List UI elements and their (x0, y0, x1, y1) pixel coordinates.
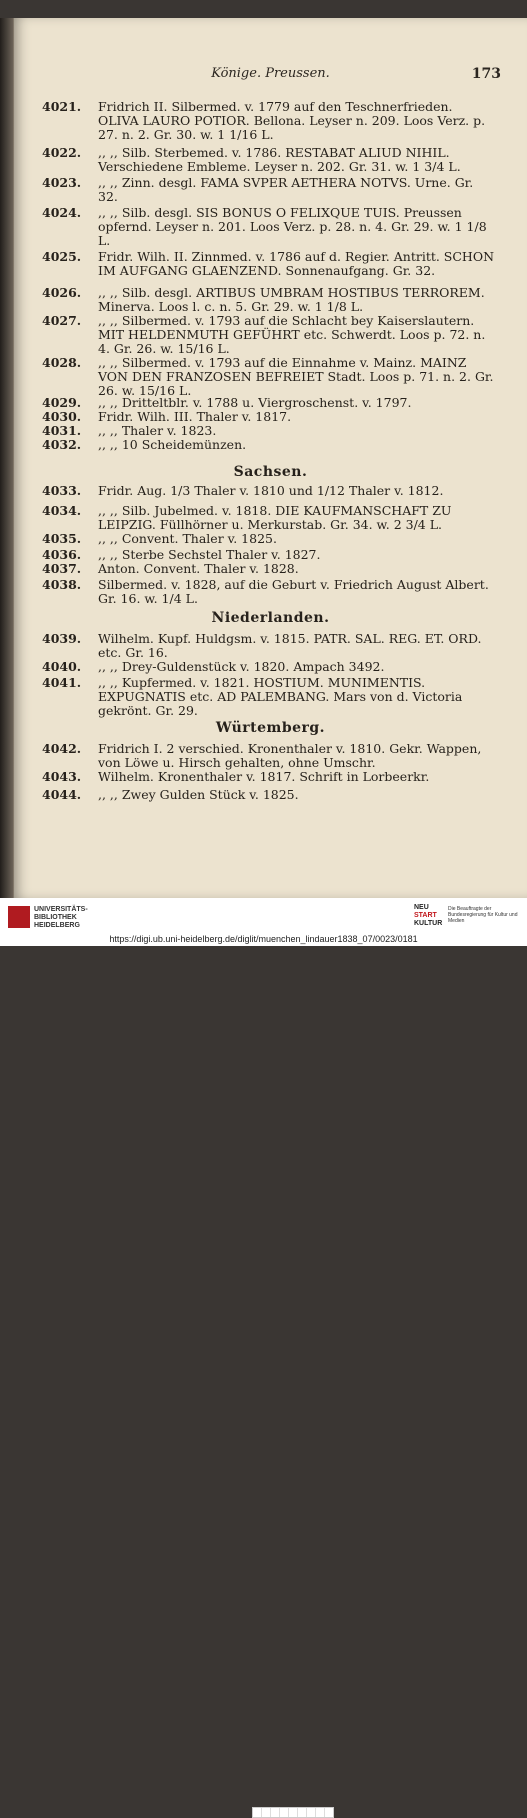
entry-text: ,, ,, Sterbe Sechstel Thaler v. 1827. (98, 547, 321, 562)
entry-text: Fridrich II. Silbermed. v. 1779 auf den Teschnerfrieden. OLIVA LAURO POTIOR. Bellona. Leyser n. 209. Loos Verz. p. 27. n. 2. Gr. 30. w. 1 1/16 L. (98, 99, 486, 142)
entry-number: 4034. (42, 503, 82, 518)
page-number: 173 (471, 66, 501, 82)
entry-text: ,, ,, Silb. Sterbemed. v. 1786. RESTABAT ALIUD NIHIL. Verschiedene Embleme. Leyser n. 202. Gr. 31. w. 1 3/4 L. (98, 145, 461, 174)
entry-text: ,, ,, Drey-Guldenstück v. 1820. Ampach 3492. (98, 659, 385, 674)
entry-text: ,, ,, Thaler v. 1823. (98, 423, 217, 438)
list-item (42, 548, 497, 562)
color-scale-ruler (252, 1807, 334, 1818)
list-item (42, 206, 497, 248)
entry-number: 4043. (42, 769, 82, 784)
entry-text: Fridr. Aug. 1/3 Thaler v. 1810 und 1/12 Thaler v. 1812. (98, 483, 444, 498)
list-item (42, 532, 497, 546)
entry-number: 4044. (42, 787, 82, 802)
list-item (42, 788, 497, 802)
federal-government-credit[interactable]: Die Beauftragte der Bundesregierung für Kultur und Medien (448, 906, 518, 924)
entry-number: 4026. (42, 285, 82, 300)
entry-text: ,, ,, Silb. Jubelmed. v. 1818. DIE KAUFMANSCHAFT ZU LEIPZIG. Füllhörner u. Merkurstab. Gr. 34. w. 2 3/4 L. (98, 503, 452, 532)
section-heading-wurtemberg: Würtemberg. (215, 720, 326, 736)
entry-text: ,, ,, Silbermed. v. 1793 auf die Einnahme v. Mainz. MAINZ VON DEN FRANZOSEN BEFREIET Stadt. Loos p. 71. n. 2. Gr. 26. w. 15/16 L. (98, 355, 494, 398)
entry-text: ,, ,, Convent. Thaler v. 1825. (98, 531, 277, 546)
logo-line: START (414, 912, 437, 919)
entry-number: 4025. (42, 249, 82, 264)
entry-number: 4031. (42, 423, 82, 438)
list-item (42, 396, 497, 410)
entry-number: 4027. (42, 313, 82, 328)
entry-text: ,, ,, Zwey Gulden Stück v. 1825. (98, 787, 299, 802)
section-heading-sachsen: Sachsen. (233, 464, 308, 480)
entry-text: ,, ,, 10 Scheidemünzen. (98, 437, 247, 452)
entry-text: ,, ,, Kupfermed. v. 1821. HOSTIUM. MUNIMENTIS. EXPUGNATIS etc. AD PALEMBANG. Mars von d. Victoria gekrönt. Gr. 29. (98, 675, 463, 718)
entry-text: ,, ,, Silb. desgl. SIS BONUS O FELIXQUE TUIS. Preussen opfernd. Leyser n. 201. Loos Verz. p. 28. n. 4. Gr. 29. w. 1 1/8 L. (98, 205, 487, 248)
list-item (42, 356, 497, 398)
entry-number: 4030. (42, 409, 82, 424)
library-name-line: UNIVERSITÄTS- (34, 906, 88, 913)
list-item (42, 286, 497, 314)
list-item (42, 578, 497, 606)
list-item (42, 250, 497, 278)
list-item (42, 146, 497, 174)
entry-text: Anton. Convent. Thaler v. 1828. (98, 561, 299, 576)
entry-text: Fridrich I. 2 verschied. Kronenthaler v. 1810. Gekr. Wappen, von Löwe u. Hirsch gehalten, ohne Umschr. (98, 741, 482, 770)
list-item (42, 660, 497, 674)
list-item (42, 484, 497, 498)
entry-text: Wilhelm. Kronenthaler v. 1817. Schrift in Lorbeerkr. (98, 769, 430, 784)
list-item (42, 770, 497, 784)
list-item (42, 504, 497, 532)
section-heading-niederlanden: Niederlanden. (211, 610, 330, 626)
entry-number: 4041. (42, 675, 82, 690)
logo-line: NEU (414, 904, 429, 911)
entry-text: ,, ,, Zinn. desgl. FAMA SVPER AETHERA NOTVS. Urne. Gr. 32. (98, 175, 474, 204)
list-item (42, 314, 497, 356)
list-item (42, 410, 497, 424)
list-item (42, 424, 497, 438)
entry-text: ,, ,, Silb. desgl. ARTIBUS UMBRAM HOSTIBUS TERROREM. Minerva. Loos l. c. n. 5. Gr. 29. w. 1 1/8 L. (98, 285, 485, 314)
entry-text: Silbermed. v. 1828, auf die Geburt v. Friedrich August Albert. Gr. 16. w. 1/4 L. (98, 577, 489, 606)
library-name-line: BIBLIOTHEK (34, 914, 77, 921)
list-item (42, 632, 497, 660)
entry-number: 4037. (42, 561, 82, 576)
entry-text: ,, ,, Dritteltblr. v. 1788 u. Viergroschenst. v. 1797. (98, 395, 412, 410)
entry-text: Fridr. Wilh. III. Thaler v. 1817. (98, 409, 292, 424)
list-item (42, 438, 497, 452)
list-item (42, 676, 497, 718)
entry-number: 4029. (42, 395, 82, 410)
list-item (42, 742, 497, 770)
library-name-line: HEIDELBERG (34, 922, 80, 929)
entry-number: 4021. (42, 99, 82, 114)
entry-number: 4036. (42, 547, 82, 562)
entry-number: 4032. (42, 437, 82, 452)
university-library-logo-icon[interactable] (8, 906, 30, 928)
entry-number: 4033. (42, 483, 82, 498)
neustart-kultur-logo[interactable] (414, 904, 442, 928)
entry-number: 4039. (42, 631, 82, 646)
entry-number: 4040. (42, 659, 82, 674)
library-name (34, 906, 88, 930)
entry-number: 4042. (42, 741, 82, 756)
list-item (42, 562, 497, 576)
list-item (42, 100, 497, 142)
entry-number: 4023. (42, 175, 82, 190)
list-item (42, 176, 497, 204)
entry-number: 4022. (42, 145, 82, 160)
entry-number: 4038. (42, 577, 82, 592)
running-title: Könige. Preussen. (211, 66, 330, 81)
entry-number: 4024. (42, 205, 82, 220)
entry-text: Fridr. Wilh. II. Zinnmed. v. 1786 auf d. Regier. Antritt. SCHON IM AUFGANG GLAENZEND. Sonnenaufgang. Gr. 32. (98, 249, 495, 278)
book-page (14, 18, 527, 898)
entry-text: Wilhelm. Kupf. Huldgsm. v. 1815. PATR. SAL. REG. ET. ORD. etc. Gr. 16. (98, 631, 482, 660)
entry-number: 4028. (42, 355, 82, 370)
entry-text: ,, ,, Silbermed. v. 1793 auf die Schlacht bey Kaiserslautern. MIT HELDENMUTH GEFÜHRT etc. Schwerdt. Loos p. 72. n. 4. Gr. 26. w. 15/16 L. (98, 313, 486, 356)
permalink-url[interactable]: https://digi.ub.uni-heidelberg.de/diglit/muenchen_lindauer1838_07/0023/0181 (109, 934, 418, 944)
entry-number: 4035. (42, 531, 82, 546)
logo-line: KULTUR (414, 920, 443, 927)
